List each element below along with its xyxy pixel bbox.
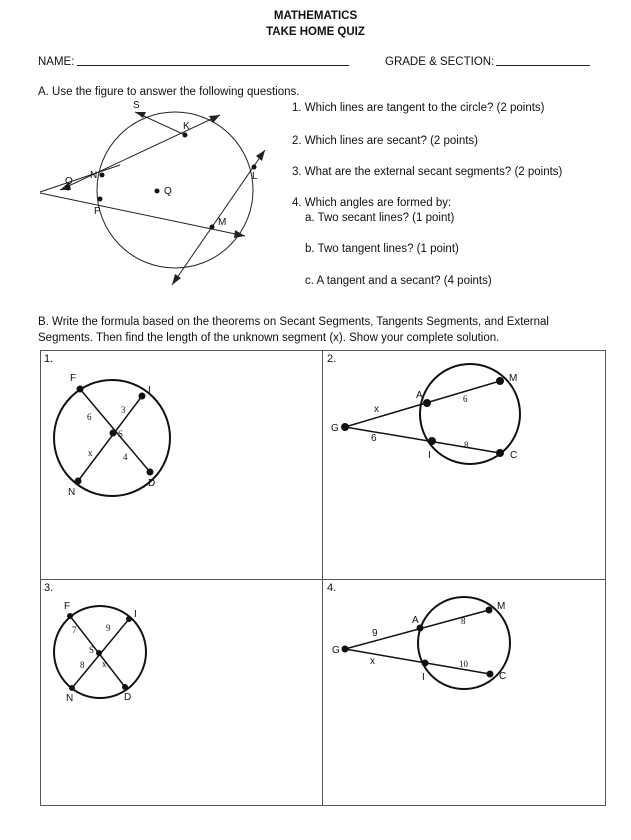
p4-label-g: G: [332, 645, 340, 656]
problem-4-number: 4.: [327, 582, 337, 594]
p4-label-i: I: [422, 672, 425, 683]
p3-label-i: I: [134, 609, 137, 620]
p3-seg-fs: 7: [72, 625, 77, 635]
label-n: N: [90, 170, 98, 181]
question-4a: a. Two secant lines? (1 point): [305, 212, 455, 224]
problem-1-number: 1.: [44, 353, 54, 365]
p3-label-f: F: [64, 601, 71, 612]
p1-seg-fs: 6: [87, 412, 92, 422]
p1-seg-is: 3: [121, 405, 126, 415]
problem-3-number: 3.: [44, 582, 54, 594]
p4-secant-gc: [345, 649, 490, 674]
label-q: Q: [164, 186, 172, 197]
question-2: 2. Which lines are secant? (2 points): [292, 135, 479, 147]
p4-label-c: C: [499, 671, 507, 682]
label-p: P: [94, 206, 101, 217]
label-m: M: [218, 217, 227, 228]
p2-seg-gi: 6: [371, 433, 377, 444]
grade-section-label: GRADE & SECTION:: [385, 56, 495, 68]
question-3: 3. What are the external secant segments? (2 points): [292, 166, 563, 178]
part-b-instruction-line2: Segments. Then find the length of the unknown segment (x). Show your complete solution.: [38, 332, 500, 344]
p2-seg-ga: x: [374, 404, 379, 415]
name-label: NAME:: [38, 56, 75, 68]
p1-seg-sd: 4: [123, 452, 128, 462]
p4-label-m: M: [497, 601, 506, 612]
label-s: S: [133, 100, 140, 111]
p4-seg-am: 8: [461, 616, 466, 626]
p1-seg-sn: x: [88, 448, 93, 458]
problem-2-number: 2.: [327, 353, 337, 365]
p1-label-d: D: [148, 478, 156, 489]
subject-title: MATHEMATICS: [273, 10, 358, 22]
question-1: 1. Which lines are tangent to the circle? (2 points): [292, 102, 545, 114]
p1-label-s: S: [118, 429, 124, 439]
p2-label-i: I: [428, 450, 431, 461]
part-b-instruction-line1: B. Write the formula based on the theorems on Secant Segments, Tangents Segments, and External: [38, 316, 549, 328]
p1-label-i: I: [148, 385, 151, 396]
p2-label-c: C: [510, 450, 518, 461]
p3-seg-sd: x: [102, 659, 107, 669]
p4-point-i: [422, 660, 429, 667]
p4-seg-ic: 10: [459, 659, 468, 669]
question-4c: c. A tangent and a secant? (4 points): [305, 275, 492, 287]
p3-label-n: N: [66, 693, 74, 704]
p1-label-n: N: [68, 487, 76, 498]
p2-label-a: A: [416, 390, 423, 401]
p3-label-d: D: [124, 692, 132, 703]
label-o: O: [65, 176, 73, 187]
label-k: K: [183, 121, 190, 132]
p3-seg-is: 9: [106, 623, 111, 633]
p3-label-s: S: [89, 645, 95, 655]
p2-label-g: G: [331, 423, 339, 434]
p4-point-m: [486, 607, 493, 614]
quiz-title: TAKE HOME QUIZ: [266, 26, 365, 38]
p2-seg-ic: 8: [464, 440, 469, 450]
p4-point-c: [487, 671, 494, 678]
p4-point-g: [342, 646, 349, 653]
p4-seg-ga: 9: [372, 628, 378, 639]
p3-seg-sn: 8: [80, 660, 85, 670]
label-l: L: [252, 171, 258, 182]
p4-seg-gi: x: [370, 656, 375, 667]
question-4: 4. Which angles are formed by:: [292, 197, 452, 209]
question-4b: b. Two tangent lines? (1 point): [305, 243, 459, 255]
p2-label-m: M: [509, 373, 518, 384]
p4-label-a: A: [412, 615, 419, 626]
part-a-instruction: A. Use the figure to answer the following questions.: [38, 86, 300, 98]
p2-seg-am: 6: [463, 394, 468, 404]
p1-label-f: F: [70, 373, 77, 384]
